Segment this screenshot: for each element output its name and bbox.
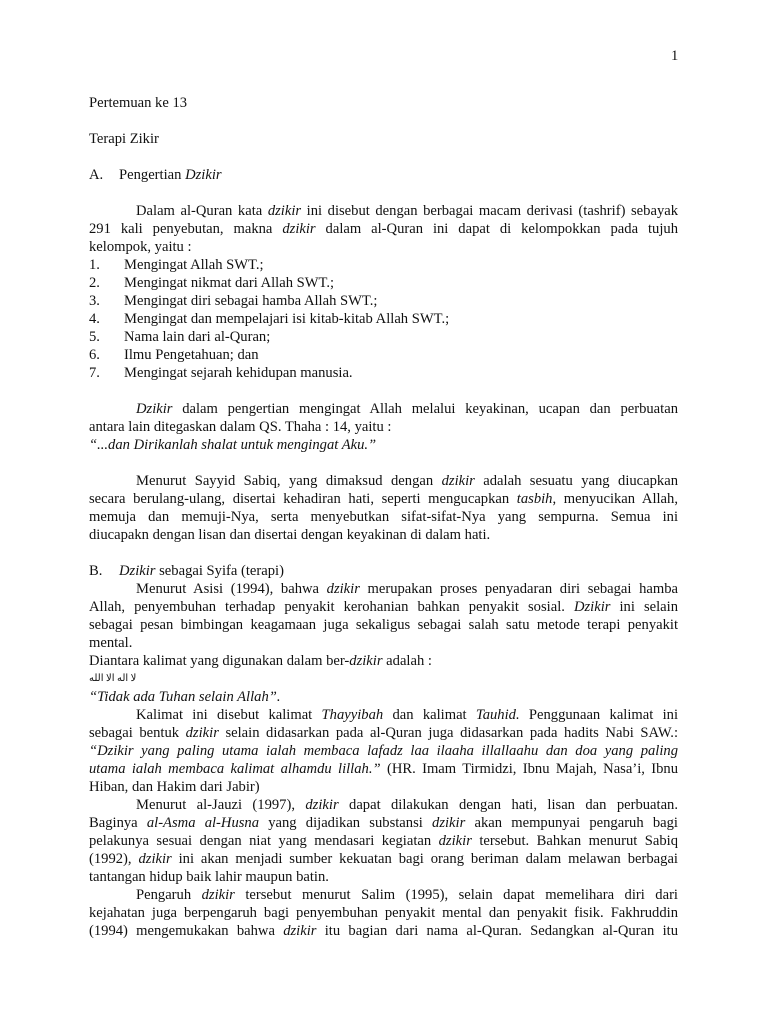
- quote-line: “Tidak ada Tuhan selain Allah”.: [89, 689, 281, 705]
- list-item: 1. Mengingat Allah SWT.;: [89, 257, 264, 273]
- document-title: Terapi Zikir: [89, 131, 159, 147]
- paragraph-line: kejahatan juga berpengaruh bagi penyembuhan penyakit mental dan penyakit fisik. Fakhruddin: [89, 905, 678, 921]
- list-item: 2. Mengingat nikmat dari Allah SWT.;: [89, 275, 335, 291]
- document-body: [89, 94, 678, 940]
- section-b-heading: B. Dzikir sebagai Syifa (terapi): [89, 563, 284, 579]
- paragraph-line: (1992), dzikir ini akan menjadi sumber kekuatan bagi orang beriman dalam melawan berbagai: [89, 851, 678, 867]
- paragraph-line: antara lain ditegaskan dalam QS. Thaha : 14, yaitu :: [89, 419, 392, 435]
- list-item: 5. Nama lain dari al-Quran;: [89, 329, 271, 345]
- paragraph-line: (1994) mengemukakan bahwa dzikir itu bagian dari nama al-Quran. Sedangkan al-Quran itu: [89, 923, 678, 939]
- paragraph-line: kelompok, yaitu :: [89, 239, 192, 255]
- list-item: 7. Mengingat sejarah kehidupan manusia.: [89, 365, 353, 381]
- list-item: 6. Ilmu Pengetahuan; dan: [89, 347, 259, 363]
- list-item: 4. Mengingat dan mempelajari isi kitab-kitab Allah SWT.;: [89, 311, 450, 327]
- paragraph-line: sebagai bentuk dzikir selain didasarkan pada al-Quran juga didasarkan pada hadits Nabi SAW.:: [89, 725, 678, 741]
- paragraph-line: 291 kali penyebutan, makna dzikir dalam al-Quran ini dapat di kelompokkan pada tujuh: [89, 221, 678, 237]
- paragraph-line: pelakunya sesuai dengan niat yang mendasari kegiatan dzikir tersebut. Bahkan menurut Sabiq: [89, 833, 678, 849]
- paragraph-line: Diantara kalimat yang digunakan dalam ber-dzikir adalah :: [89, 653, 432, 669]
- section-a-heading: A. Pengertian Dzikir: [89, 167, 222, 183]
- paragraph-line: Dzikir dalam pengertian mengingat Allah melalui keyakinan, ucapan dan perbuatan: [136, 401, 678, 417]
- paragraph-line: sebagai pesan bimbingan keagamaan juga sekaligus sebagai salah satu metode terapi penyakit: [89, 617, 678, 633]
- paragraph-line: Kalimat ini disebut kalimat Thayyibah dan kalimat Tauhid. Penggunaan kalimat ini: [136, 707, 678, 723]
- paragraph-line: Menurut Sayyid Sabiq, yang dimaksud dengan dzikir adalah sesuatu yang diucapkan: [136, 473, 678, 489]
- arabic-text: لا اله الا الله: [89, 673, 137, 684]
- quote-line: utama ialah membaca kalimat alhamdu lillah.” (HR. Imam Tirmidzi, Ibnu Majah, Nasa’i, Ibnu: [89, 761, 678, 777]
- paragraph-line: tantangan hidup baik lahir maupun batin.: [89, 869, 329, 885]
- paragraph-line: Pengaruh dzikir tersebut menurut Salim (1995), selain dapat memelihara diri dari: [136, 887, 678, 903]
- paragraph-line: diucapakn dengan lisan dan disertai dengan keyakinan di dalam hati.: [89, 527, 491, 543]
- paragraph-line: memuja dan memuji-Nya, serta menyebutkan sifat-sifat-Nya yang sempurna. Semua ini: [89, 509, 678, 525]
- paragraph-line: Dalam al-Quran kata dzikir ini disebut dengan berbagai macam derivasi (tashrif) sebayak: [136, 203, 679, 219]
- paragraph-line: mental.: [89, 635, 133, 651]
- quote-line: “...dan Dirikanlah shalat untuk mengingat Aku.”: [89, 437, 377, 453]
- paragraph-line: Hiban, dan Hakim dari Jabir): [89, 779, 260, 795]
- paragraph-line: Baginya al-Asma al-Husna yang dijadikan substansi dzikir akan mempunyai pengaruh bagi: [89, 815, 678, 831]
- page-number: 1: [671, 48, 679, 64]
- paragraph-line: Allah, penyembuhan terhadap penyakit kerohanian bahkan penyakit sosial. Dzikir ini selain: [89, 599, 678, 615]
- paragraph-line: Menurut al-Jauzi (1997), dzikir dapat dilakukan dengan hati, lisan dan perbuatan.: [136, 797, 679, 813]
- quote-line: “Dzikir yang paling utama ialah membaca lafadz laa ilaaha illallaahu dan doa yang paling: [89, 743, 678, 759]
- paragraph-line: Menurut Asisi (1994), bahwa dzikir merupakan proses penyadaran diri sebagai hamba: [136, 581, 678, 597]
- list-item: 3. Mengingat diri sebagai hamba Allah SWT.;: [89, 293, 378, 309]
- meeting-label: Pertemuan ke 13: [89, 95, 188, 111]
- paragraph-line: secara berulang-ulang, disertai kehadiran hati, seperti mengucapkan tasbih, menyucikan Allah,: [89, 491, 678, 507]
